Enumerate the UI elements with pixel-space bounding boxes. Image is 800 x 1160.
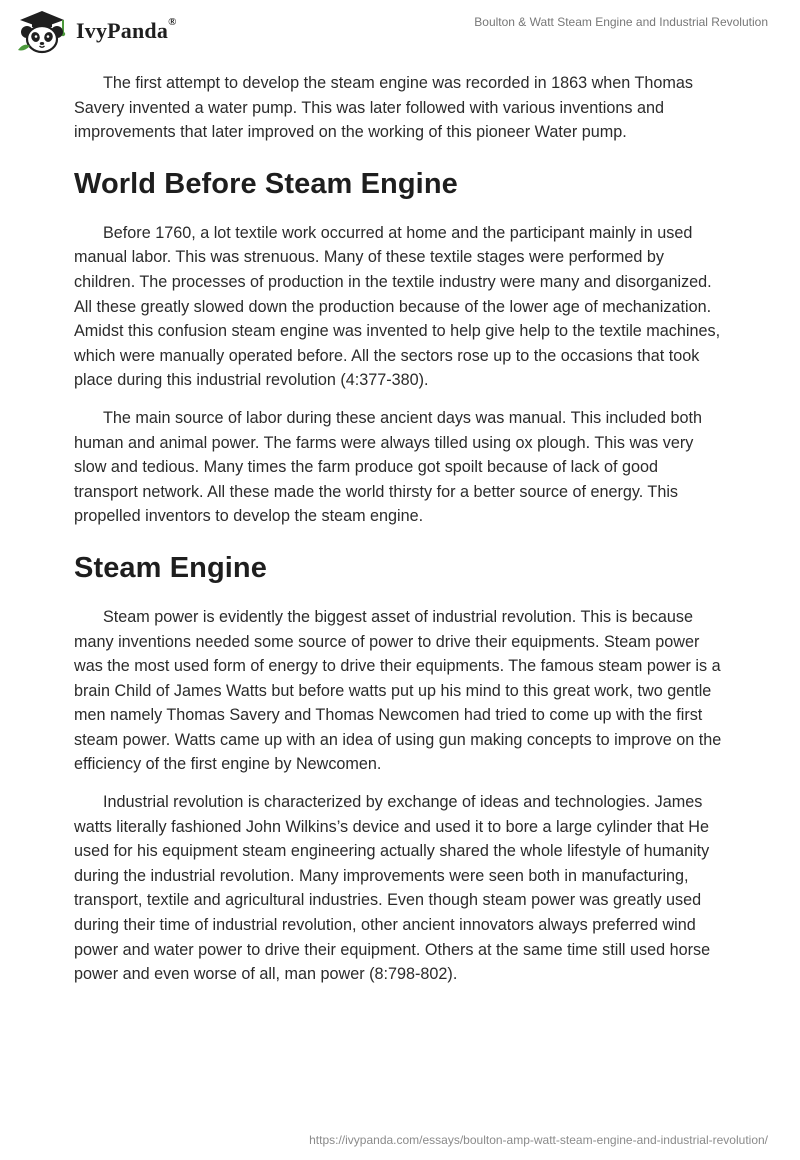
article-body xyxy=(74,71,726,1000)
paragraph: Steam power is evidently the biggest asset of industrial revolution. This is because many inventions needed some source of power to drive their equipments. Steam power was the most used form of energy to drive their equipments. The famous steam power is a brain Child of James Watts but before watts put up his mind to this great work, two gentle men namely Thomas Savery and Thomas Newcomen had tried to come up with the first steam power. Watts came up with an idea of using gun making concepts to improve on the efficiency of the first engine by Newcomen. xyxy=(74,607,722,774)
logo[interactable] xyxy=(14,6,177,56)
document-title: Boulton & Watt Steam Engine and Industrial Revolution xyxy=(474,15,768,29)
intro-paragraph: The first attempt to develop the steam engine was recorded in 1863 when Thomas Savery invented a water pump. This was later followed with various inventions and improvements that later improved on the working of this pioneer Water pump. xyxy=(74,74,693,142)
paragraph: Before 1760, a lot textile work occurred at home and the participant mainly in used manual labor. This was strenuous. Many of these textile stages were performed by children. The processes of production in the textile industry were many and disorganized. All these greatly slowed down the production because of the lower age of mechanization. Amidst this confusion steam engine was invented to help give help to the textile machines, which were manually operated before. All the sectors rose up to the occasions that took place during this industrial revolution (4:377-380). xyxy=(74,223,721,390)
panda-graduate-icon xyxy=(14,6,72,56)
brand-name: IvyPanda® xyxy=(76,16,177,43)
paragraph: The main source of labor during these ancient days was manual. This included both human and animal power. The farms were always tilled using ox plough. This was very slow and tedious. Many times the farm produce got spoilt because of lack of good transport network. All these made the world thirsty for a better source of energy. This propelled inventors to develop the steam engine. xyxy=(74,408,702,526)
page-header xyxy=(0,0,800,64)
section-heading-world-before: World Before Steam Engine xyxy=(74,167,458,200)
section-heading-steam-engine: Steam Engine xyxy=(74,551,267,584)
source-url[interactable]: https://ivypanda.com/essays/boulton-amp-watt-steam-engine-and-industrial-revolution/ xyxy=(309,1133,768,1147)
paragraph: Industrial revolution is characterized by exchange of ideas and technologies. James watts literally fashioned John Wilkins’s device and used it to bore a large cylinder that He used for his equipment steam engineering actually shared the whole lifestyle of humanity during the industrial revolution. Many improvements were seen both in manufacturing, transport, textile and agricultural industries. Even though steam power was greatly used during their time of industrial revolution, other ancient innovators always preferred wind power and water power to drive their equipment. Others at the same time still used horse power and even worse of all, man power (8:798-802). xyxy=(74,793,711,984)
